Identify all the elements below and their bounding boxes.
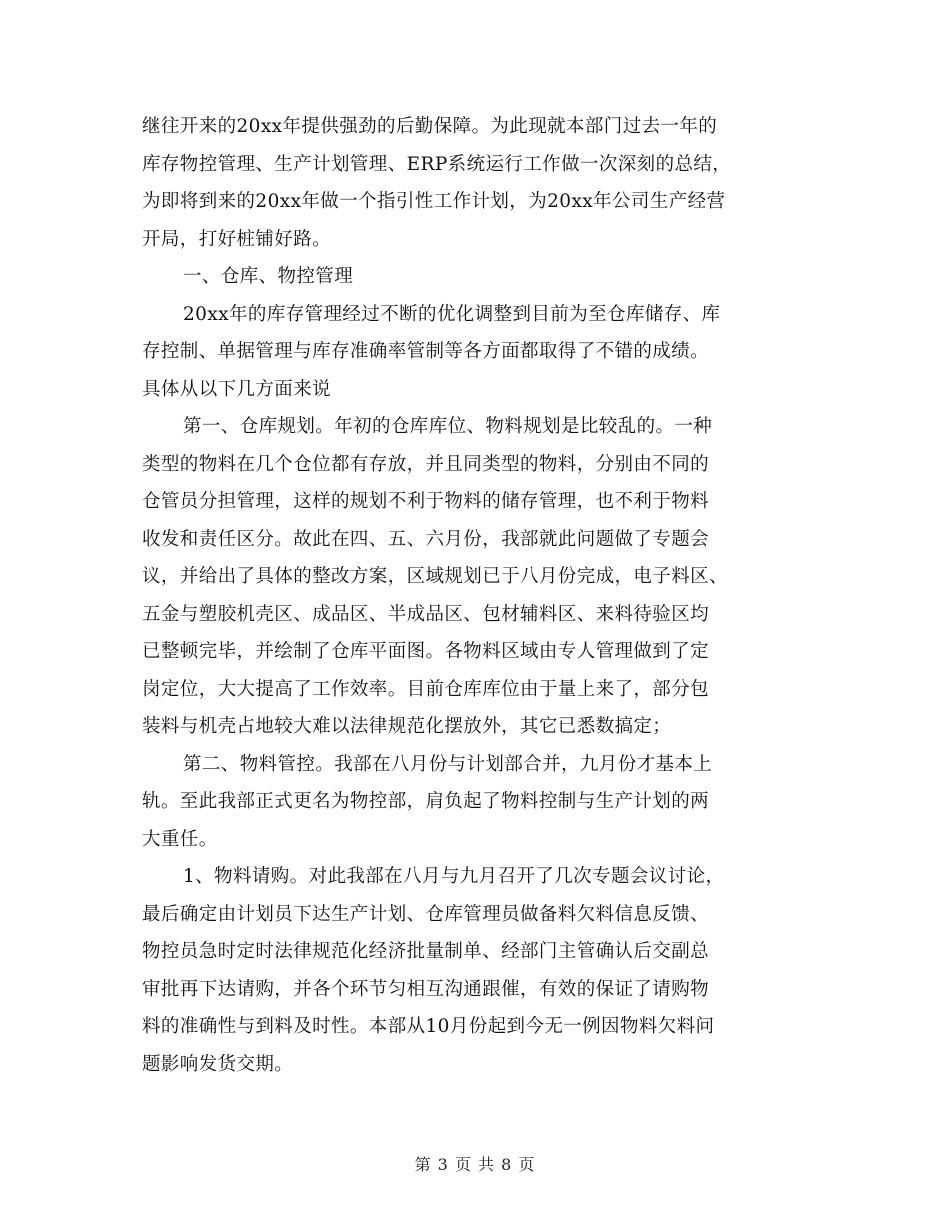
- text-line: 最后确定由计划员下达生产计划、仓库管理员做备料欠料信息反馈、: [142, 903, 710, 925]
- text-line: 为即将到来的20xx年做一个指引性工作计划，为20xx年公司生产经营: [142, 191, 726, 212]
- text-line: 类型的物料在几个仓位都有存放，并且同类型的物料，分别由不同的: [142, 453, 710, 475]
- section-heading: 一、仓库、物控管理: [183, 266, 354, 287]
- text-line: 仓管员分担管理，这样的规划不利于物料的储存管理，也不利于物料: [142, 491, 710, 512]
- page-number-footer: 第 3 页 共 8 页: [414, 1155, 536, 1174]
- text-line: 五金与塑胶机壳区、成品区、半成品区、包材辅料区、来料待验区均: [142, 603, 710, 625]
- text-line: 物控员急时定时法律规范化经济批量制单、经部门主管确认后交副总: [142, 941, 710, 962]
- text-line: 开局，打好桩铺好路。: [142, 228, 332, 250]
- text-line: 存控制、单据管理与库存准确率管制等各方面都取得了不错的成绩。: [142, 341, 710, 362]
- text-line: 库存物控管理、生产计划管理、ERP系统运行工作做一次深刻的总结，: [142, 153, 732, 175]
- document-body: [142, 108, 812, 1083]
- text-line: 第一、仓库规划。年初的仓库库位、物料规划是比较乱的。一种: [183, 416, 713, 437]
- text-line: 轨。至此我部正式更名为物控部，肩负起了物料控制与生产计划的两: [142, 791, 710, 812]
- text-line: 收发和责任区分。故此在四、五、六月份，我部就此问题做了专题会: [142, 528, 710, 550]
- text-line: 岗定位，大大提高了工作效率。目前仓库库位由于量上来了，部分包: [142, 678, 710, 700]
- text-line: 装料与机壳占地较大难以法律规范化摆放外，其它已悉数搞定；: [142, 716, 672, 737]
- text-line: 20xx年的库存管理经过不断的优化调整到目前为至仓库储存、库: [183, 303, 721, 325]
- text-line: 1、物料请购。对此我部在八月与九月召开了几次专题会议讨论，: [183, 866, 725, 887]
- text-line: 料的准确性与到料及时性。本部从10月份起到今无一例因物料欠料问: [142, 1016, 715, 1037]
- text-line: 大重任。: [142, 828, 218, 850]
- text-line: 第二、物料管控。我部在八月份与计划部合并，九月份才基本上: [183, 753, 713, 775]
- text-line: 审批再下达请购，并各个环节匀相互沟通跟催，有效的保证了请购物: [142, 978, 710, 1000]
- text-line: 议，并给出了具体的整改方案，区域规划已于八月份完成，电子料区、: [142, 566, 728, 587]
- text-line: 题影响发货交期。: [142, 1053, 294, 1075]
- text-line: 具体从以下几方面来说: [142, 378, 332, 400]
- text-line: 已整顿完毕，并绘制了仓库平面图。各物料区域由专人管理做到了定: [142, 641, 710, 662]
- text-line: 继往开来的20xx年提供强劲的后勤保障。为此现就本部门过去一年的: [142, 116, 718, 137]
